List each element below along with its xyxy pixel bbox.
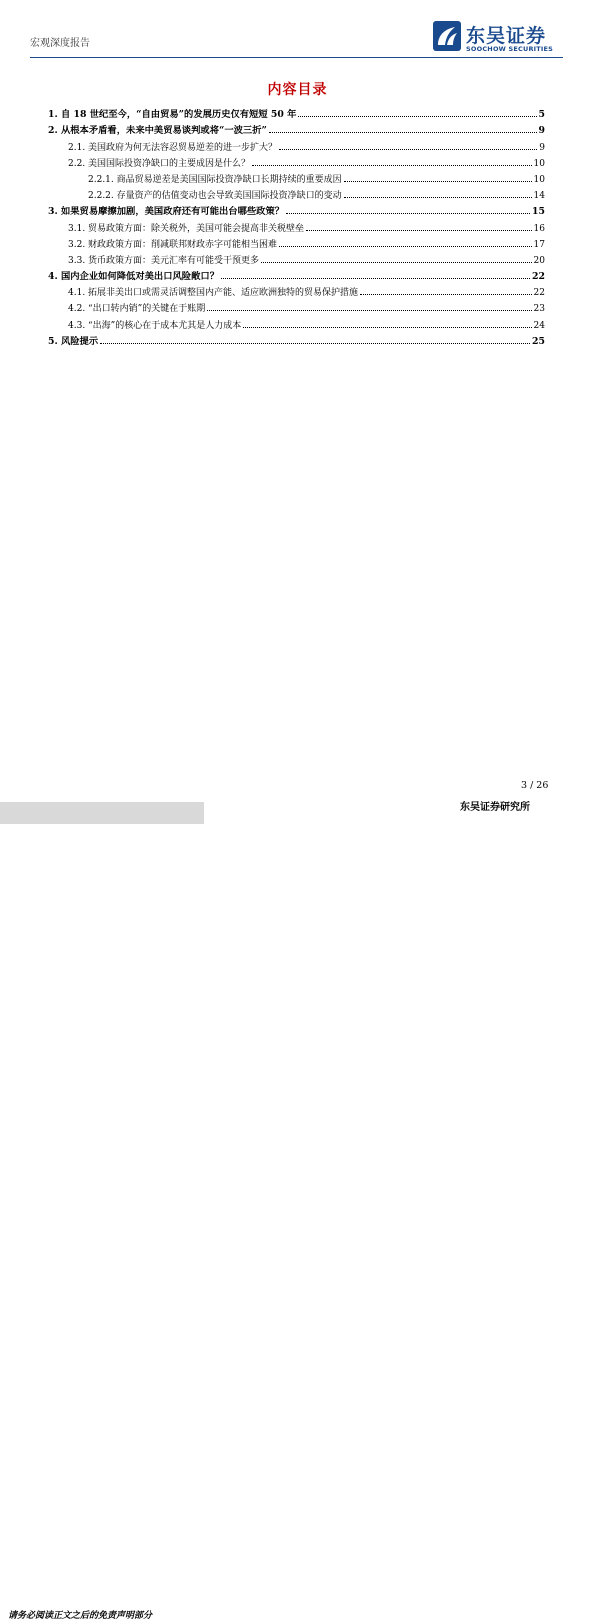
toc-leader-dots xyxy=(344,197,532,198)
toc-entry-label[interactable]: 4.2. “出口转内销”的关键在于账期 xyxy=(68,304,206,315)
toc-entry[interactable] xyxy=(48,282,545,298)
toc-leader-dots xyxy=(221,278,530,279)
toc-entry[interactable] xyxy=(48,104,545,120)
toc-entry-label[interactable]: 4.3. “出海”的核心在于成本尤其是人力成本 xyxy=(68,320,242,331)
toc-entry-label[interactable]: 3.1. 贸易政策方面：除关税外，美国可能会提高非关税壁垒 xyxy=(68,223,305,234)
toc-leader-dots xyxy=(279,149,537,150)
toc-entry-page[interactable]: 23 xyxy=(533,304,545,315)
toc-title: 内容目录 xyxy=(267,82,328,98)
toc-entry-label[interactable]: 2.1. 美国政府为何无法容忍贸易逆差的进一步扩大？ xyxy=(68,142,278,153)
toc-entry[interactable] xyxy=(48,120,545,136)
toc-entry-page[interactable]: 14 xyxy=(533,191,545,202)
toc-leader-dots xyxy=(261,262,532,263)
header-divider xyxy=(30,57,563,58)
toc-entry-page[interactable]: 22 xyxy=(533,288,545,299)
toc-entry-label[interactable]: 3.3. 货币政策方面：美元汇率有可能受干预更多 xyxy=(68,255,260,266)
toc-entry-page[interactable]: 24 xyxy=(533,320,545,331)
toc-entry[interactable] xyxy=(48,234,545,250)
toc-entry-page[interactable]: 5 xyxy=(538,109,545,121)
report-type-label: 宏观深度报告 xyxy=(30,38,90,49)
toc-leader-dots xyxy=(100,343,530,344)
toc-entry[interactable] xyxy=(48,185,545,201)
toc-leader-dots xyxy=(252,165,532,166)
disclaimer-note: 请务必阅读正文之后的免责声明部分 xyxy=(8,1611,153,1621)
toc-entry-label[interactable]: 2.2.2. 存量资产的估值变动也会导致美国国际投资净缺口的变动 xyxy=(88,191,342,202)
toc-entry-page[interactable]: 20 xyxy=(533,255,545,266)
toc-entry-page[interactable]: 17 xyxy=(533,239,545,250)
table-of-contents xyxy=(48,104,545,347)
toc-entry-label[interactable]: 4.1. 拓展非美出口或需灵活调整国内产能、适应欧洲独特的贸易保护措施 xyxy=(68,288,359,299)
toc-entry[interactable] xyxy=(48,169,545,185)
toc-entry-page[interactable]: 10 xyxy=(533,174,545,185)
toc-entry[interactable] xyxy=(48,153,545,169)
toc-leader-dots xyxy=(286,213,530,214)
toc-leader-dots xyxy=(243,327,531,328)
toc-leader-dots xyxy=(279,246,532,247)
logo-english-name: SOOCHOW SECURITIES xyxy=(466,45,554,53)
toc-entry[interactable] xyxy=(48,136,545,152)
toc-entry-page[interactable]: 25 xyxy=(532,335,545,347)
toc-entry-label[interactable]: 1. 自 18 世纪至今，“自由贸易”的发展历史仅有短短 50 年 xyxy=(48,109,297,121)
toc-entry-page[interactable]: 16 xyxy=(533,223,545,234)
toc-entry-page[interactable]: 15 xyxy=(532,206,545,218)
toc-entry-label[interactable]: 2.2.1. 商品贸易逆差是美国国际投资净缺口长期持续的重要成因 xyxy=(88,174,342,185)
soochow-logo-icon xyxy=(433,21,461,51)
toc-entry[interactable] xyxy=(48,217,545,233)
toc-entry[interactable] xyxy=(48,298,545,314)
toc-leader-dots xyxy=(306,230,532,231)
disclaimer-bar xyxy=(0,802,204,1621)
toc-entry[interactable] xyxy=(48,266,545,282)
toc-entry-page[interactable]: 9 xyxy=(539,142,545,153)
footer-organization: 东吴证券研究所 xyxy=(460,802,530,813)
toc-entry[interactable] xyxy=(48,250,545,266)
toc-entry-label[interactable]: 3. 如果贸易摩擦加剧，美国政府还有可能出台哪些政策？ xyxy=(48,206,285,218)
toc-entry-page[interactable]: 10 xyxy=(533,158,545,169)
toc-entry[interactable] xyxy=(48,331,545,347)
toc-leader-dots xyxy=(360,294,532,295)
toc-entry-label[interactable]: 3.2. 财政政策方面：削减联邦财政赤字可能相当困难 xyxy=(68,239,278,250)
toc-entry-label[interactable]: 2.2. 美国国际投资净缺口的主要成因是什么？ xyxy=(68,158,251,169)
toc-entry-label[interactable]: 2. 从根本矛盾看，未来中美贸易谈判或将“一波三折” xyxy=(48,125,267,137)
company-logo xyxy=(433,21,563,57)
toc-leader-dots xyxy=(269,132,537,133)
toc-entry-label[interactable]: 4. 国内企业如何降低对美出口风险敞口？ xyxy=(48,271,219,283)
page-number: 3 / 26 xyxy=(521,780,549,791)
logo-chinese-name: 东吴证券 xyxy=(466,25,547,47)
toc-leader-dots xyxy=(344,181,532,182)
toc-entry-page[interactable]: 9 xyxy=(538,125,545,137)
toc-entry-page[interactable]: 22 xyxy=(532,271,545,283)
toc-entry[interactable] xyxy=(48,314,545,330)
toc-entry[interactable] xyxy=(48,201,545,217)
toc-leader-dots xyxy=(298,116,536,117)
toc-leader-dots xyxy=(207,310,531,311)
toc-entry-label[interactable]: 5. 风险提示 xyxy=(48,335,99,347)
